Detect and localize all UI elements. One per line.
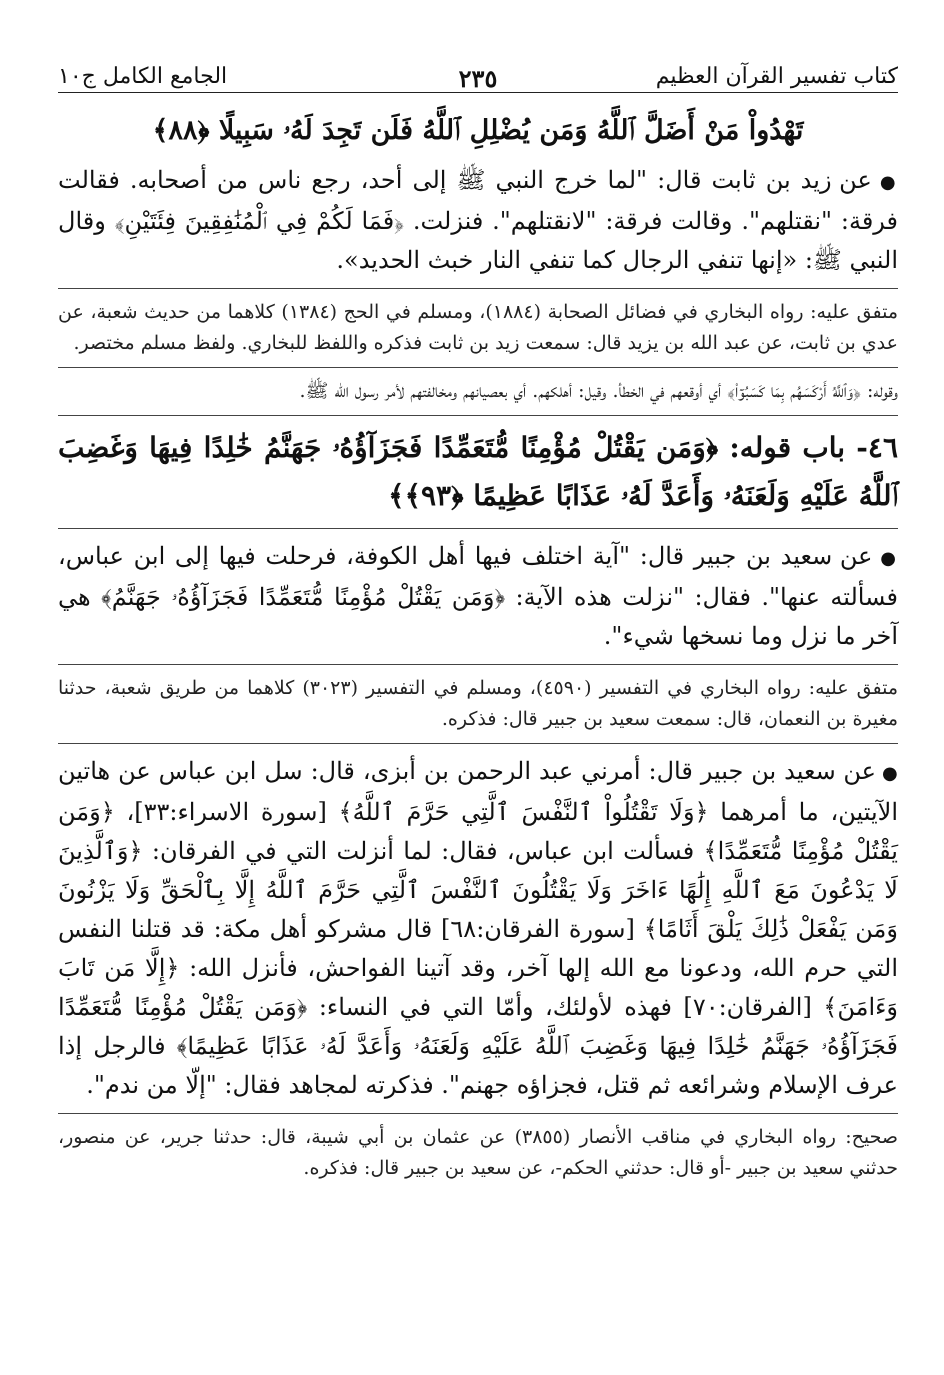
page-number: ٢٣٥ (458, 64, 498, 93)
book-title: كتاب تفسير القرآن العظيم (655, 64, 898, 89)
chapter-heading: ٤٦- باب قوله: ﴿وَمَن يَقْتُلْ مُؤْمِنًا مُّتَعَمِّدًا فَجَزَآؤُهُۥ جَهَنَّمُ خَٰلِدًا فِيهَا وَغَضِبَ ٱللَّهُ عَلَيْهِ وَلَعَنَهُۥ وَأَعَدَّ لَهُۥ عَذَابًا عَظِيمًا ﴿٩٣﴾﴾ (58, 431, 898, 512)
hadith-takhrij: متفق عليه: رواه البخاري في فضائل الصحابة (١٨٨٤)، ومسلم في الحج (١٣٨٤) كلاهما من حديث شعبة، عن عدي بن ثابت، عن عبد الله بن يزيد قال: سمعت زيد بن ثابت فذكره واللفظ للبخاري. ولفظ مسلم مختصر. (58, 301, 899, 354)
commentary: وقوله: ﴿وَٱللَّهُ أَرْكَسَهُم بِمَا كَسَبُوٓاْ﴾ أي أوقعهم في الخطأ. وقيل: أهلكهم. أي بعصيانهم ومخالفتهم لأمر رسول الله ﷺ. (299, 380, 898, 402)
hadith-takhrij: متفق عليه: رواه البخاري في التفسير (٤٥٩٠)، ومسلم في التفسير (٣٠٢٣) كلاهما من طريق شعبة، حدثنا مغيرة بن النعمان، قال: سمعت سعيد بن جبير قال: فذكره. (58, 677, 898, 730)
divider (58, 288, 898, 289)
hadith-takhrij: صحيح: رواه البخاري في مناقب الأنصار (٣٨٥٥) عن عثمان بن أبي شيبة، قال: حدثنا جرير، عن منصور، حدثني سعيد بن جبير -أو قال: حدثني الحكم-، عن سعيد بن جبير قال: فذكره. (58, 1126, 898, 1179)
hadith-text: ● عن سعيد بن جبير قال: "آية اختلف فيها أهل الكوفة، فرحلت فيها إلى ابن عباس، فسألته عنها". فقال: "نزلت هذه الآية: ﴿وَمَن يَقْتُلْ مُؤْمِنًا مُّتَعَمِّدًا فَجَزَآؤُهُۥ جَهَنَّمُ﴾ هي آخر ما نزل وما نسخها شيء". (58, 537, 898, 656)
volume-label: الجامع الكامل ج١٠ (58, 64, 228, 89)
page (58, 42, 898, 1184)
divider (58, 1113, 898, 1114)
hadith-text: ● عن زيد بن ثابت قال: "لما خرج النبي ﷺ إلى أحد، رجع ناس من أصحابه. فقالت فرقة: "نقتلهم". وقالت فرقة: "لانقتلهم". فنزلت. ﴿فَمَا لَكُمْ فِي ٱلْمُنَٰفِقِينَ فِئَتَيْنِ﴾ وقال النبي ﷺ: «إنها تنفي الرجال كما تنفي النار خبث الحديد». (58, 161, 898, 280)
divider (58, 367, 898, 368)
hadith-text: ● عن سعيد بن جبير قال: أمرني عبد الرحمن بن أبزى، قال: سل ابن عباس عن هاتين الآيتين، ما أمرهما ﴿وَلَا تَقْتُلُواْ ٱلنَّفْسَ ٱلَّتِي حَرَّمَ ٱللَّهُ﴾ [سورة الاسراء:٣٣]، ﴿وَمَن يَقْتُلْ مُؤْمِنًا مُّتَعَمِّدًا﴾ فسألت ابن عباس، فقال: لما أنزلت التي في الفرقان: ﴿وَٱلَّذِينَ لَا يَدْعُونَ مَعَ ٱللَّهِ إِلَٰهًا ءَاخَرَ وَلَا يَقْتُلُونَ ٱلنَّفْسَ ٱلَّتِي حَرَّمَ ٱللَّهُ إِلَّا بِٱلْحَقِّ وَلَا يَزْنُونَ وَمَن يَفْعَلْ ذَٰلِكَ يَلْقَ أَثَامًا﴾ [سورة الفرقان:٦٨] قال مشركو أهل مكة: قد قتلنا النفس التي حرم الله، ودعونا مع الله إلها آخر، وقد آتينا الفواحش، فأنزل الله: ﴿إِلَّا مَن تَابَ وَءَامَنَ﴾ [الفرقان:٧٠] فهذه لأولئك، وأمّا التي في النساء: ﴿وَمَن يَقْتُلْ مُؤْمِنًا مُّتَعَمِّدًا فَجَزَآؤُهُۥ جَهَنَّمُ خَٰلِدًا فِيهَا وَغَضِبَ ٱللَّهُ عَلَيْهِ وَلَعَنَهُۥ وَأَعَدَّ لَهُۥ عَذَابًا عَظِيمًا﴾ فالرجل إذا عرف الإسلام وشرائعه ثم قتل، فجزاؤه جهنم". فذكرته لمجاهد فقال: "إلّا من ندم". (58, 752, 898, 1105)
quran-verse: تَهْدُواْ مَنْ أَضَلَّ ٱللَّهُ وَمَن يُضْلِلِ ٱللَّهُ فَلَن تَجِدَ لَهُۥ سَبِيلًا ﴿٨٨﴾ (152, 115, 804, 146)
divider (58, 415, 898, 416)
divider (58, 664, 898, 665)
running-header (58, 42, 898, 93)
divider (58, 528, 898, 529)
divider (58, 743, 898, 744)
